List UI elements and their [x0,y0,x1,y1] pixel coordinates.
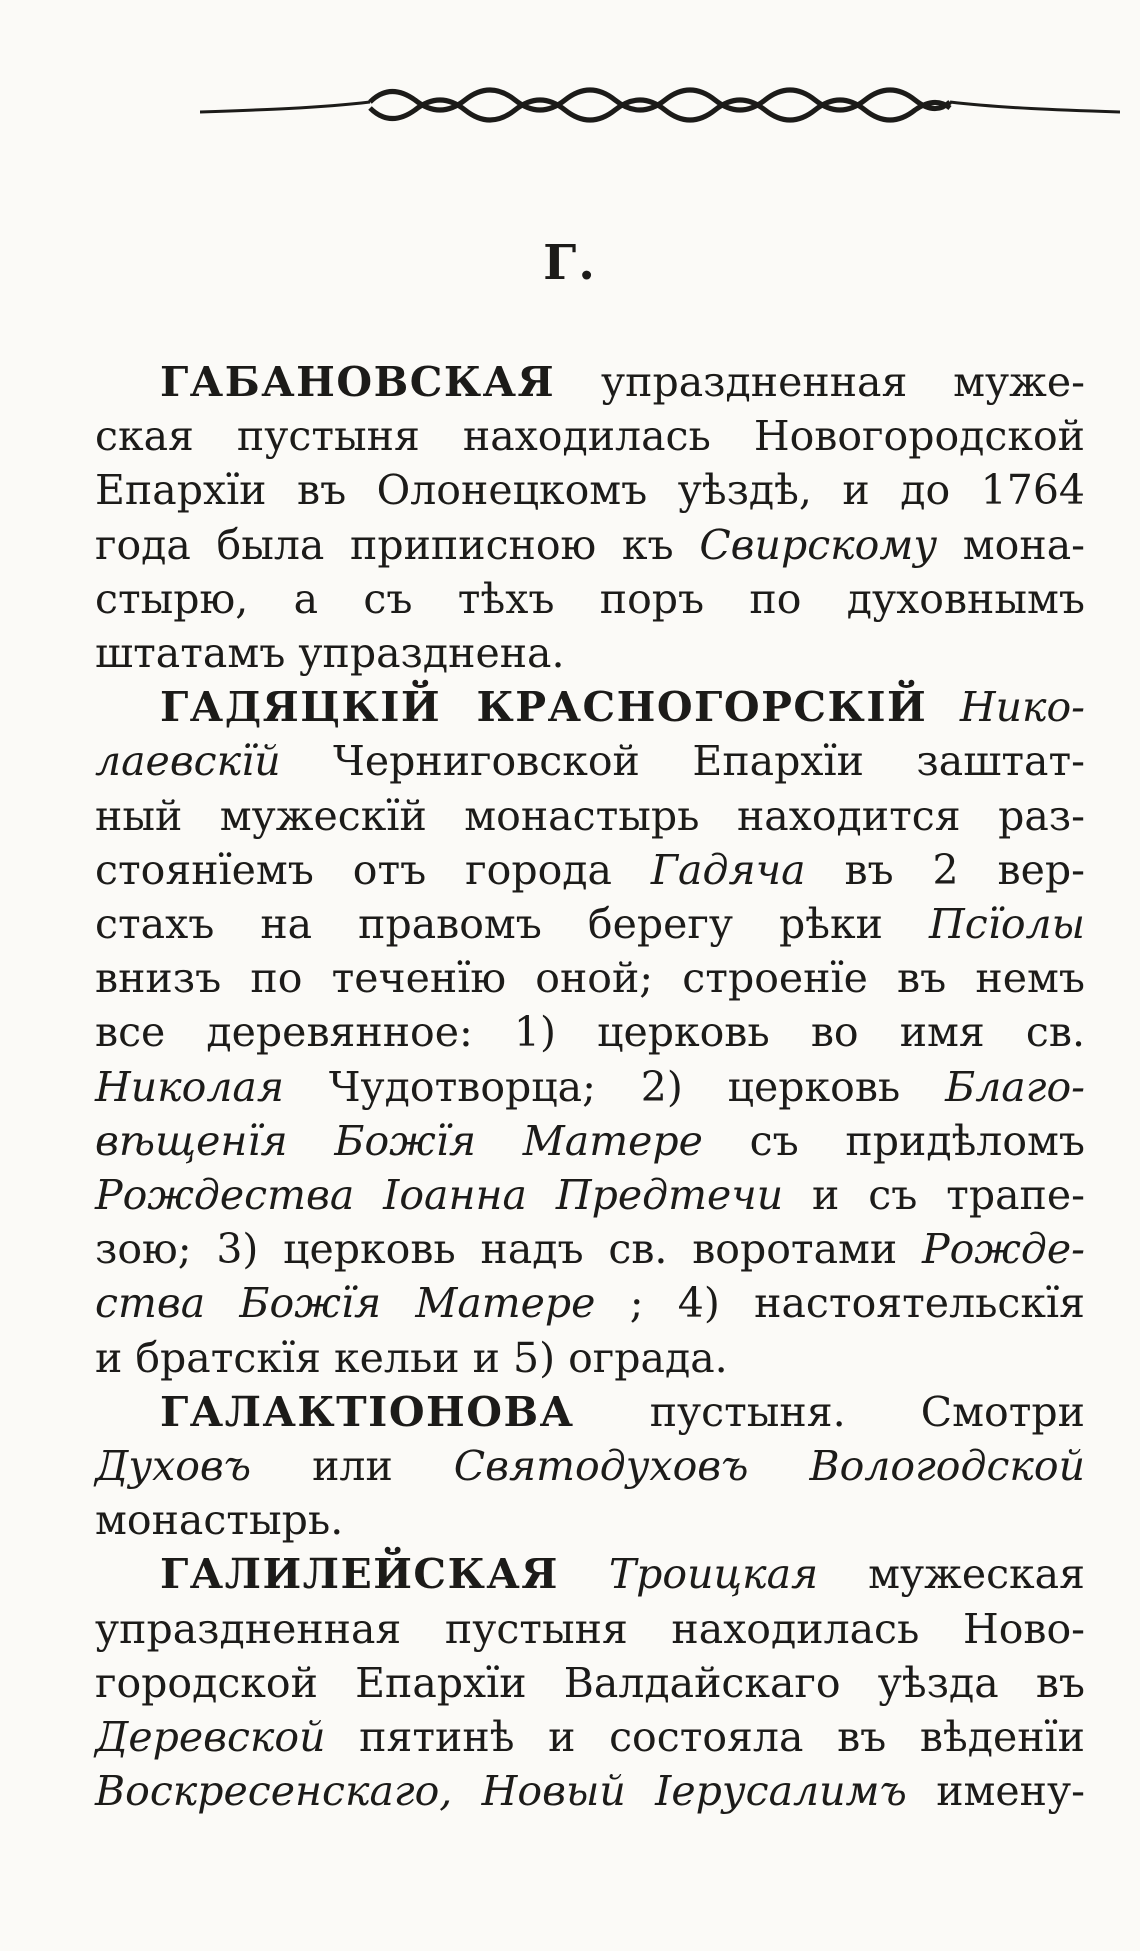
italic-term: Духовъ [95,1442,252,1491]
text-line [95,1060,1085,1114]
text-line [95,463,1085,517]
decorative-rope-ornament [200,72,1120,142]
text-segment: пустыня. Смотри [574,1387,1085,1436]
text-segment: упраздненная пустыня находилась Ново- [95,1604,1085,1653]
text-segment: монастырь. [95,1496,344,1545]
text-line [95,1276,1085,1330]
body-text [95,355,1085,1818]
text-line [95,734,1085,788]
italic-term: ства Божїя Матере [95,1279,596,1328]
italic-term: Рожде- [922,1225,1085,1274]
text-segment: ; 4) настоятельскїя [595,1279,1086,1328]
text-segment: внизъ по теченїю оной; строенїе въ немъ [95,954,1085,1003]
text-segment: ный мужескїй монастырь находится раз- [95,791,1085,840]
text-line [95,1222,1085,1276]
text-line [95,1331,1085,1385]
entry-heading: ГАБАНОВСКАЯ [160,358,556,406]
text-line [95,951,1085,1005]
italic-term: Святодуховъ Вологодской [453,1442,1085,1491]
text-segment [927,683,960,731]
italic-term: Псїолы [928,900,1085,949]
text-line [95,789,1085,843]
text-line [95,1005,1085,1059]
italic-term: Гадяча [650,845,806,894]
text-line [95,680,1085,734]
text-segment [559,1550,609,1598]
italic-term: Троицкая [608,1550,819,1599]
text-segment: стырю, а съ тѣхъ поръ по духовнымъ [95,574,1085,623]
text-line [95,897,1085,951]
entry-heading: ГАДЯЦКІЙ КРАСНОГОРСКІЙ [160,683,928,732]
text-segment: года была приписною къ [95,520,700,569]
text-segment: Епархїи въ Олонецкомъ уѣздѣ, и до 1764 [95,466,1085,515]
italic-term: лаевскїй [95,737,281,786]
text-line [95,843,1085,897]
text-segment: упраздненная муже- [555,358,1085,406]
text-segment: стахъ на правомъ берегу рѣки [95,900,929,949]
text-segment: имену- [906,1767,1085,1816]
italic-term: Благо- [945,1062,1085,1111]
italic-term: Воскресенскаго, Новый Іерусалимъ [95,1767,907,1816]
italic-term: вѣщенїя Божїя Матере [95,1116,703,1165]
italic-term: Рождества Іоанна Предтечи [95,1171,784,1220]
text-segment: мона- [937,520,1085,569]
text-line [95,1114,1085,1168]
text-line [95,1764,1085,1818]
text-line [95,1439,1085,1493]
text-line [95,409,1085,463]
text-line [95,1602,1085,1656]
text-segment: штатамъ упразднена. [95,629,565,678]
text-segment: мужеская [818,1550,1085,1599]
text-line [95,1547,1085,1601]
entry-heading: ГАЛИЛЕЙСКАЯ [160,1550,559,1599]
entry-heading: ГАЛАКТІОНОВА [160,1387,575,1436]
text-segment: и братскїя кельи и 5) ограда. [95,1333,728,1382]
text-line [95,626,1085,680]
italic-term: Свирскому [699,520,938,569]
text-segment: стоянїемъ отъ города [95,845,651,894]
text-segment: все деревянное: 1) церковь во имя св. [95,1008,1085,1057]
italic-term: Деревской [95,1713,326,1762]
text-segment: съ придѣломъ [702,1116,1085,1165]
italic-term: Николая [95,1062,285,1111]
text-segment: ская пустыня находилась Новогородской [95,412,1085,461]
text-segment: Черниговской Епархїи заштат- [280,737,1085,786]
section-letter: Г. [543,235,597,291]
text-line [95,1385,1085,1439]
text-line [95,1493,1085,1547]
text-segment: зою; 3) церковь надъ св. воротами [95,1225,923,1274]
text-line [95,1656,1085,1710]
text-line [95,355,1085,409]
text-line [95,572,1085,626]
text-segment: городской Епархїи Валдайскаго уѣзда въ [95,1658,1085,1707]
text-segment: въ 2 вер- [805,845,1086,894]
italic-term: Нико- [959,683,1085,732]
text-line [95,518,1085,572]
text-line [95,1710,1085,1764]
text-segment: Чудотворца; 2) церковь [284,1062,946,1111]
text-segment: и съ трапе- [783,1171,1085,1220]
text-line [95,1168,1085,1222]
text-segment: или [251,1442,454,1491]
text-segment: пятинѣ и состояла въ вѣденїи [325,1713,1085,1762]
